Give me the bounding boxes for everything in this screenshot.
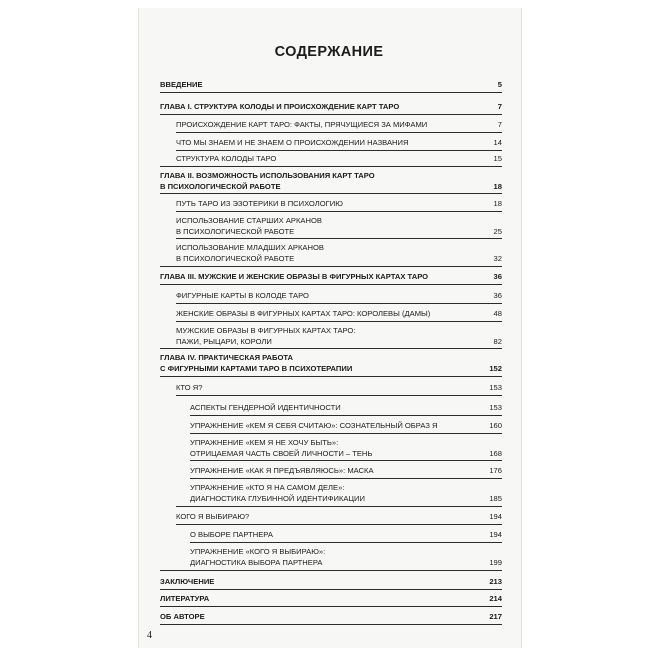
toc-entry: УПРАЖНЕНИЕ «КОГО Я ВЫБИРАЮ»: ДИАГНОСТИКА ВЫБОРА ПАРТНЕРА 199 (190, 547, 502, 567)
toc-entry: ИСПОЛЬЗОВАНИЕ СТАРШИХ АРКАНОВ В ПСИХОЛОГИЧЕСКОЙ РАБОТЕ 25 (176, 216, 502, 236)
divider (176, 150, 502, 151)
divider (160, 266, 502, 267)
toc-entry: ГЛАВА I. СТРУКТУРА КОЛОДЫ И ПРОИСХОЖДЕНИЕ КАРТ ТАРО 7 (160, 102, 502, 111)
divider (190, 542, 502, 543)
toc-entry: УПРАЖНЕНИЕ «КТО Я НА САМОМ ДЕЛЕ»: ДИАГНОСТИКА ГЛУБИННОЙ ИДЕНТИФИКАЦИИ 185 (190, 483, 502, 503)
divider (160, 92, 502, 93)
divider (190, 460, 502, 461)
divider (160, 284, 502, 285)
toc-entry: ГЛАВА II. ВОЗМОЖНОСТЬ ИСПОЛЬЗОВАНИЯ КАРТ ТАРО В ПСИХОЛОГИЧЕСКОЙ РАБОТЕ 18 (160, 171, 502, 191)
divider (160, 570, 502, 571)
toc-entry: ЗАКЛЮЧЕНИЕ 213 (160, 577, 502, 586)
divider (160, 193, 502, 194)
page-number: 4 (147, 630, 152, 641)
divider (190, 415, 502, 416)
toc-entry: ФИГУРНЫЕ КАРТЫ В КОЛОДЕ ТАРО 36 (176, 291, 502, 300)
toc-entry: МУЖСКИЕ ОБРАЗЫ В ФИГУРНЫХ КАРТАХ ТАРО: ПАЖИ, РЫЦАРИ, КОРОЛИ 82 (176, 326, 502, 346)
toc-entry: СТРУКТУРА КОЛОДЫ ТАРО 15 (176, 154, 502, 163)
toc-entry: ЧТО МЫ ЗНАЕМ И НЕ ЗНАЕМ О ПРОИСХОЖДЕНИИ НАЗВАНИЯ 14 (176, 138, 502, 147)
toc-entry: ПУТЬ ТАРО ИЗ ЭЗОТЕРИКИ В ПСИХОЛОГИЮ 18 (176, 199, 502, 208)
toc-entry: О ВЫБОРЕ ПАРТНЕРА 194 (190, 530, 502, 539)
divider (176, 524, 502, 525)
divider (190, 433, 502, 434)
divider (176, 132, 502, 133)
toc-entry: УПРАЖНЕНИЕ «КЕМ Я НЕ ХОЧУ БЫТЬ»: ОТРИЦАЕМАЯ ЧАСТЬ СВОЕЙ ЛИЧНОСТИ – ТЕНЬ 168 (190, 438, 502, 458)
divider (160, 606, 502, 607)
divider (160, 166, 502, 167)
divider (160, 348, 502, 349)
toc-entry: ГЛАВА III. МУЖСКИЕ И ЖЕНСКИЕ ОБРАЗЫ В ФИГУРНЫХ КАРТАХ ТАРО 36 (160, 272, 502, 281)
toc-entry: АСПЕКТЫ ГЕНДЕРНОЙ ИДЕНТИЧНОСТИ 153 (190, 403, 502, 412)
divider (160, 114, 502, 115)
divider (176, 303, 502, 304)
toc-entry: ПРОИСХОЖДЕНИЕ КАРТ ТАРО: ФАКТЫ, ПРЯЧУЩИЕСЯ ЗА МИФАМИ 7 (176, 120, 502, 129)
toc-entry: ЛИТЕРАТУРА 214 (160, 594, 502, 603)
toc-title: СОДЕРЖАНИЕ (274, 44, 384, 60)
divider (160, 376, 502, 377)
toc-entry: ГЛАВА IV. ПРАКТИЧЕСКАЯ РАБОТА С ФИГУРНЫМИ КАРТАМИ ТАРО В ПСИХОТЕРАПИИ 152 (160, 353, 502, 373)
divider (160, 589, 502, 590)
divider (190, 478, 502, 479)
toc-entry: ОБ АВТОРЕ 217 (160, 612, 502, 621)
toc-entry: УПРАЖНЕНИЕ «КЕМ Я СЕБЯ СЧИТАЮ»: СОЗНАТЕЛЬНЫЙ ОБРАЗ Я 160 (190, 421, 502, 430)
toc-entry: УПРАЖНЕНИЕ «КАК Я ПРЕДЪЯВЛЯЮСЬ»: МАСКА 176 (190, 466, 502, 475)
toc-entry: КТО Я? 153 (176, 383, 502, 392)
toc-entry: ЖЕНСКИЕ ОБРАЗЫ В ФИГУРНЫХ КАРТАХ ТАРО: КОРОЛЕВЫ (ДАМЫ) 48 (176, 309, 502, 318)
divider (176, 506, 502, 507)
divider (176, 395, 502, 396)
divider (176, 211, 502, 212)
divider (176, 238, 502, 239)
divider (160, 624, 502, 625)
toc-entry: ВВЕДЕНИЕ 5 (160, 80, 502, 89)
toc-entry: ИСПОЛЬЗОВАНИЕ МЛАДШИХ АРКАНОВ В ПСИХОЛОГИЧЕСКОЙ РАБОТЕ 32 (176, 243, 502, 263)
toc-entry: КОГО Я ВЫБИРАЮ? 194 (176, 512, 502, 521)
divider (176, 321, 502, 322)
